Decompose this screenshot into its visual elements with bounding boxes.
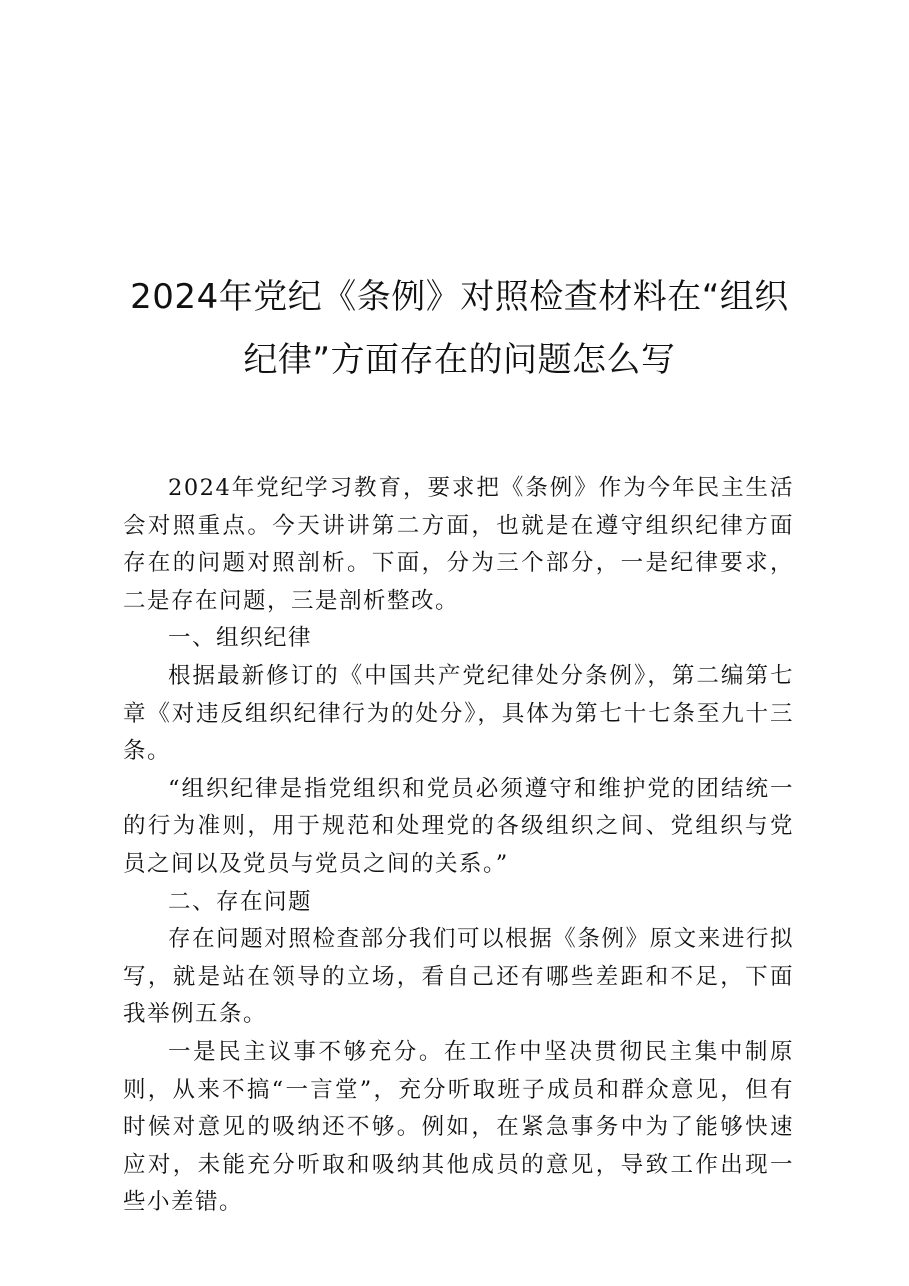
section-heading-existing-problems: 二、存在问题 [168,888,313,915]
document-body [123,470,794,1222]
section-heading-organizational-discipline: 一、组织纪律 [168,625,313,652]
title-line-2: 纪律”方面存在的问题怎么写 [243,340,676,380]
document-title [120,266,799,392]
definition-quote-paragraph: “组织纪律是指党组织和党员必须遵守和维护党的团结统一的行为准则，用于规范和处理党的各级组织之间、党组织与党员之间以及党员与党员之间的关系。” [123,775,794,877]
title-line-1: 2024年党纪《条例》对照检查材料在“组织 [130,277,789,317]
intro-paragraph: 2024年党纪学习教育，要求把《条例》作为今年民主生活会对照重点。今天讲讲第二方面，也就是在遵守组织纪律方面存在的问题对照剖析。下面，分为三个部分，一是纪律要求，二是存在问题，三是剖析整改。 [123,475,794,614]
problem-one-paragraph: 一是民主议事不够充分。在工作中坚决贯彻民主集中制原则，从来不搞“一言堂”，充分听取班子成员和群众意见，但有时候对意见的吸纳还不够。例如，在紧急事务中为了能够快速应对，未能充分听取和吸纳其他成员的意见，导致工作出现一些小差错。 [123,1038,794,1216]
problems-intro-paragraph: 存在问题对照检查部分我们可以根据《条例》原文来进行拟写，就是站在领导的立场，看自己还有哪些差距和不足，下面我举例五条。 [123,926,794,1028]
regulation-reference-paragraph: 根据最新修订的《中国共产党纪律处分条例》，第二编第七章《对违反组织纪律行为的处分》，具体为第七十七条至九十三条。 [123,662,794,765]
